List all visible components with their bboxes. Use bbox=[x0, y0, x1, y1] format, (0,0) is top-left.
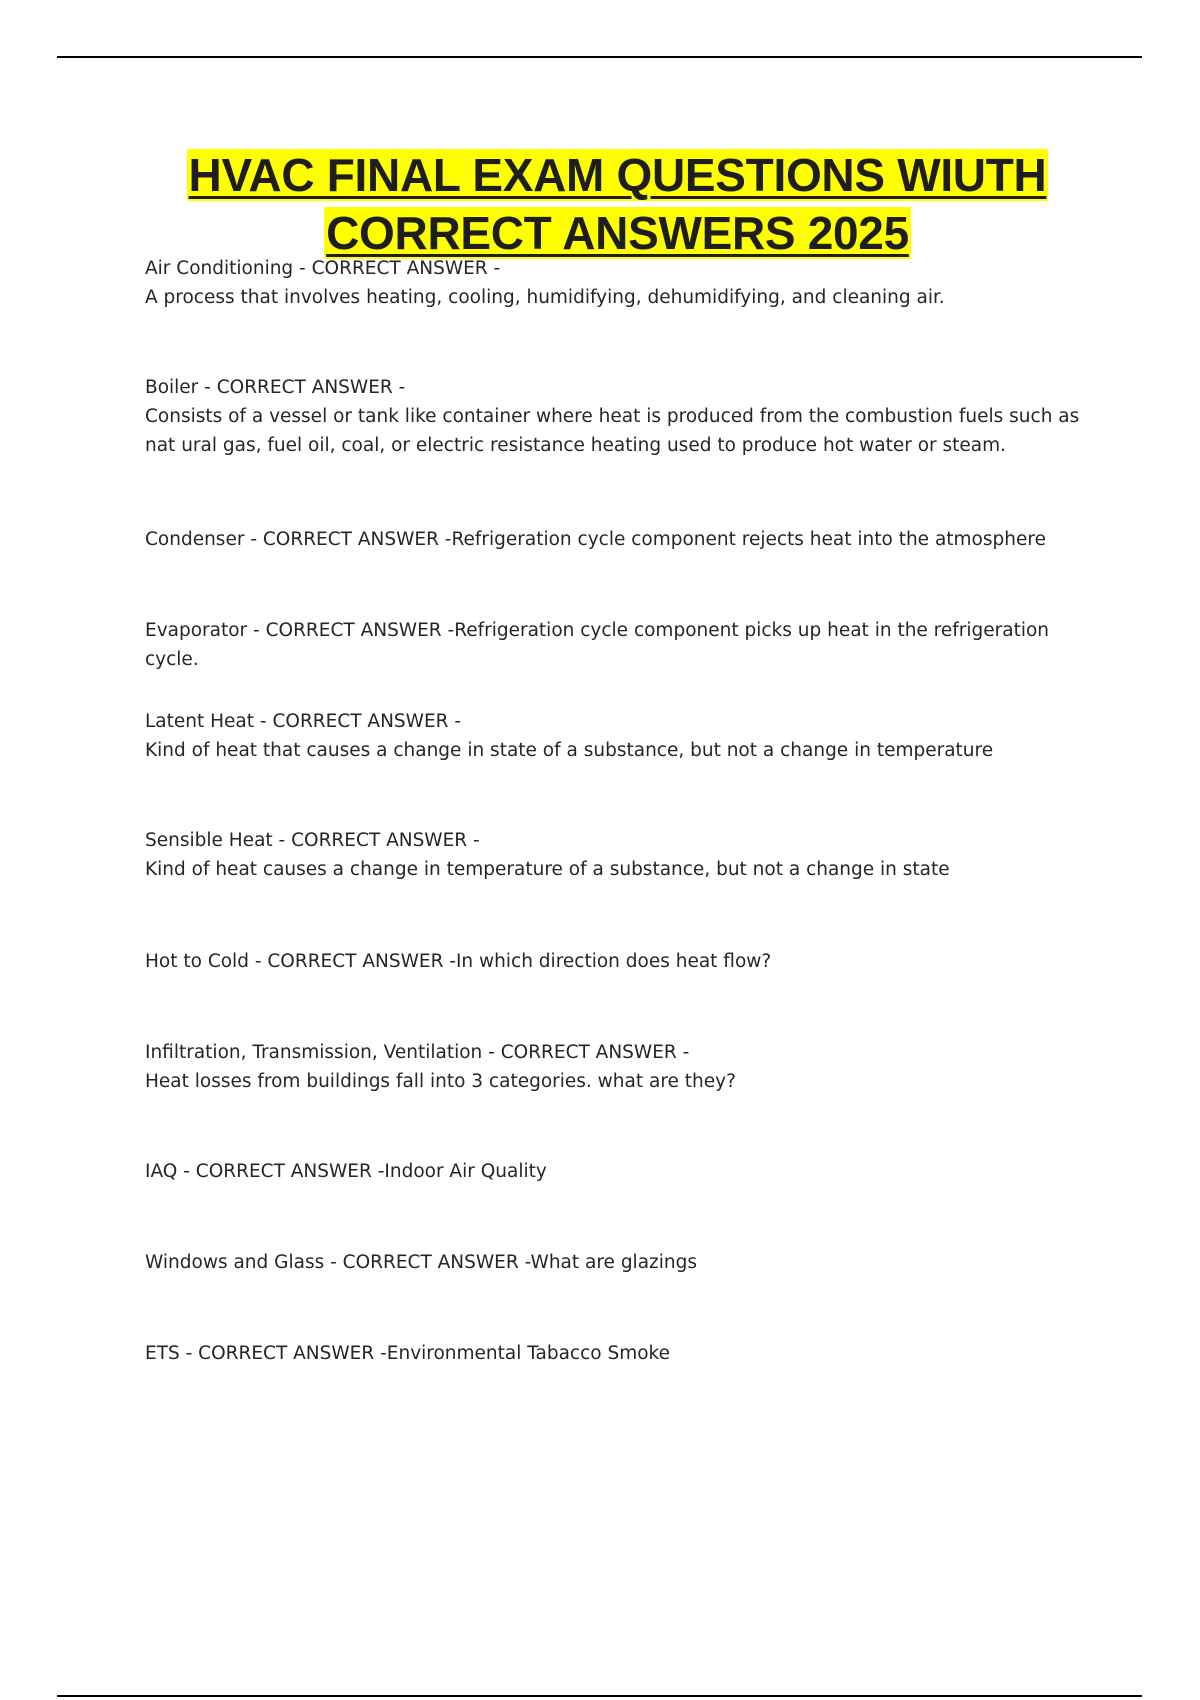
entry-heading: Sensible Heat - CORRECT ANSWER - bbox=[145, 830, 480, 851]
entry-heading: Hot to Cold - CORRECT ANSWER -In which direction does heat flow? bbox=[145, 951, 772, 972]
entry-heading: Air Conditioning - CORRECT ANSWER - bbox=[145, 258, 501, 279]
entry-heading: Condenser - CORRECT ANSWER -Refrigeration cycle component rejects heat into the atmosphere bbox=[145, 529, 1046, 550]
qa-entry-boiler bbox=[145, 373, 1095, 460]
entry-heading: Evaporator - CORRECT ANSWER -Refrigeration cycle component picks up heat in the refrigeration cycle. bbox=[145, 620, 1050, 670]
entry-heading: Latent Heat - CORRECT ANSWER - bbox=[145, 711, 462, 732]
entry-definition: Heat losses from buildings fall into 3 categories. what are they? bbox=[145, 1071, 736, 1092]
qa-entry-evaporator bbox=[145, 616, 1095, 674]
qa-entry-condenser bbox=[145, 525, 1095, 554]
entry-definition: A process that involves heating, cooling, humidifying, dehumidifying, and cleaning air. bbox=[145, 287, 945, 308]
entry-heading: IAQ - CORRECT ANSWER -Indoor Air Quality bbox=[145, 1161, 547, 1182]
qa-entry-air-conditioning bbox=[145, 254, 1095, 312]
document-title bbox=[100, 146, 1135, 262]
qa-entry-heat-losses bbox=[145, 1038, 1095, 1096]
entry-definition: Kind of heat causes a change in temperature of a substance, but not a change in state bbox=[145, 859, 950, 880]
entry-heading: ETS - CORRECT ANSWER -Environmental Tabacco Smoke bbox=[145, 1343, 670, 1364]
qa-entry-iaq bbox=[145, 1157, 1095, 1186]
bottom-rule bbox=[57, 1695, 1142, 1697]
qa-entry-latent-heat bbox=[145, 707, 1095, 765]
document-title-text: HVAC FINAL EXAM QUESTIONS WIUTH CORRECT ANSWERS 2025 bbox=[188, 149, 1047, 259]
top-rule bbox=[57, 56, 1142, 58]
qa-entry-ets bbox=[145, 1339, 1095, 1368]
qa-entry-windows-and-glass bbox=[145, 1248, 1095, 1277]
entry-heading: Windows and Glass - CORRECT ANSWER -What are glazings bbox=[145, 1252, 697, 1273]
qa-entry-hot-to-cold bbox=[145, 947, 1095, 976]
qa-entry-sensible-heat bbox=[145, 826, 1095, 884]
entry-definition: Kind of heat that causes a change in state of a substance, but not a change in temperature bbox=[145, 740, 994, 761]
entry-heading: Infiltration, Transmission, Ventilation - CORRECT ANSWER - bbox=[145, 1042, 690, 1063]
entry-definition: Consists of a vessel or tank like container where heat is produced from the combustion fuels such as nat ural gas, fuel oil, coal, or electric resistance heating used to produce hot water or steam. bbox=[145, 406, 1080, 456]
entry-heading: Boiler - CORRECT ANSWER - bbox=[145, 377, 406, 398]
